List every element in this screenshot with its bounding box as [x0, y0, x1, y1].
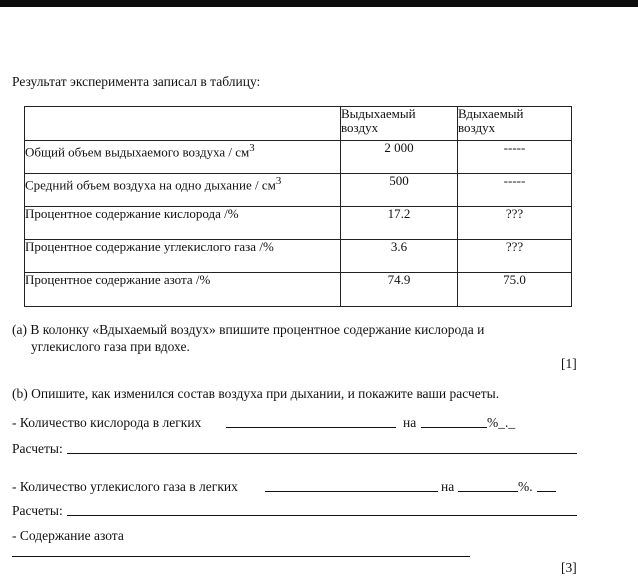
header-inhaled-line2: воздух — [458, 120, 496, 135]
table-row — [25, 174, 572, 207]
co2-percent-line[interactable] — [458, 491, 518, 492]
row-label-text: Общий объем выдыхаемого воздуха / см — [25, 144, 250, 160]
oxygen-suffix: %_._ — [487, 415, 516, 430]
cell-inhaled: ----- — [458, 174, 572, 207]
top-dark-bar — [0, 0, 638, 7]
calc-answer-line-2[interactable] — [67, 515, 577, 516]
row-label-avg-volume — [25, 174, 341, 207]
table-header-row — [25, 107, 572, 141]
row-label-co2 — [25, 240, 341, 273]
cell-inhaled: ----- — [458, 141, 572, 174]
question-a-line1: (а) В колонку «Вдыхаемый воздух» впишите процентное содержание кислорода и — [12, 322, 485, 337]
row-label-text: Процентное содержание кислорода /% — [25, 206, 239, 221]
header-inhaled-line1: Вдыхаемый — [458, 106, 524, 121]
cell-exhaled: 74.9 — [341, 273, 458, 307]
oxygen-answer-line[interactable] — [226, 427, 396, 428]
oxygen-label: - Количество кислорода в легких — [12, 415, 202, 430]
co2-answer-line[interactable] — [265, 491, 438, 492]
table-row — [25, 273, 572, 307]
nitrogen-answer-line[interactable] — [12, 556, 470, 557]
cell-inhaled: 75.0 — [458, 273, 572, 307]
co2-label: - Количество углекислого газа в легких — [12, 479, 238, 494]
row-label-total-volume — [25, 141, 341, 174]
co2-decimal-line[interactable] — [537, 491, 556, 492]
row-label-oxygen — [25, 207, 341, 240]
question-b-marks: [3] — [561, 560, 577, 575]
nitrogen-label: - Содержание азота — [12, 528, 124, 543]
row-label-text: Процентное содержание азота /% — [25, 272, 211, 287]
cell-exhaled: 3.6 — [341, 240, 458, 273]
calc-label-2: Расчеты: — [12, 503, 63, 518]
header-empty-cell — [25, 107, 341, 141]
table-row — [25, 240, 572, 273]
row-label-text: Процентное содержание углекислого газа /% — [25, 239, 274, 254]
intro-text: Результат эксперимента записал в таблицу: — [12, 74, 261, 89]
results-table — [24, 106, 572, 307]
header-exhaled-line1: Выдыхаемый — [341, 106, 416, 121]
cell-exhaled: 500 — [341, 174, 458, 207]
cell-inhaled: ??? — [458, 207, 572, 240]
row-label-nitrogen — [25, 273, 341, 307]
cell-exhaled: 17.2 — [341, 207, 458, 240]
header-inhaled — [458, 107, 572, 141]
header-exhaled-line2: воздух — [341, 120, 379, 135]
question-a-line2: углекислого газа при вдохе. — [31, 339, 190, 354]
row-label-text: Средний объем воздуха на одно дыхание / см — [25, 177, 276, 193]
co2-na-text: на — [441, 479, 455, 494]
question-b-text: (b) Опишите, как изменился состав воздуха при дыхании, и покажите ваши расчеты. — [12, 386, 500, 401]
header-exhaled — [341, 107, 458, 141]
cell-exhaled: 2 000 — [341, 141, 458, 174]
oxygen-na-text: на — [403, 415, 417, 430]
table-row — [25, 141, 572, 174]
calc-label-1: Расчеты: — [12, 441, 63, 456]
co2-suffix: %. — [518, 479, 533, 494]
row-label-sup: 3 — [249, 142, 255, 154]
row-label-sup: 3 — [275, 175, 282, 187]
oxygen-percent-line[interactable] — [421, 427, 487, 428]
calc-answer-line-1[interactable] — [67, 453, 577, 454]
question-a-marks: [1] — [561, 356, 577, 371]
cell-inhaled: ??? — [458, 240, 572, 273]
table-row — [25, 207, 572, 240]
